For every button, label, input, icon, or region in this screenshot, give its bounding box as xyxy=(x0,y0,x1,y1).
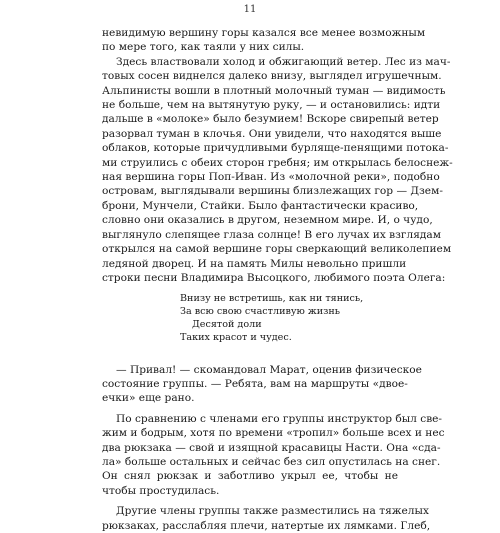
text-line: словно они оказались в другом, неземном мире. И, о чудо, xyxy=(102,214,433,227)
paragraph xyxy=(102,504,431,533)
text-line: ечки» еще рано. xyxy=(102,392,195,405)
text-line: по мере того, как таяли у них силы. xyxy=(102,41,305,54)
text-line: По сравнению с членами его группы инструктор был све- xyxy=(116,412,443,425)
text-line: дальше в «молоке» было безумием! Вскоре свирепый ветер xyxy=(102,113,439,126)
paragraph xyxy=(102,412,445,498)
text-line: открылся на самой вершине горы сверкающий великолепием xyxy=(102,243,452,256)
poem-quote xyxy=(180,293,398,344)
text-line: не больше, чем на вытянутую руку, — и остановились: идти xyxy=(102,99,441,112)
text-line: разорвал туман в клочья. Они увидели, что находятся выше xyxy=(102,127,442,140)
text-line: ми струились с обеих сторон гребня; им открылась белоснеж- xyxy=(102,156,453,169)
paragraph xyxy=(102,26,426,55)
text-line: два рюкзака — свой и изящной красавицы Насти. Она «сда- xyxy=(102,441,441,454)
paragraph xyxy=(102,55,453,286)
text-line: выглянуло слепящее глаза солнце! В его лучах их взглядам xyxy=(102,228,441,241)
text-line: состояние группы. — Ребята, вам на маршруты «двое- xyxy=(102,377,408,390)
page-number: 11 xyxy=(243,4,257,15)
text-line: рюкзаках, расслабляя плечи, натертые их лямками. Глеб, xyxy=(102,519,431,532)
text-line: Он снял рюкзак и заботливо укрыл ее, чтобы не xyxy=(102,470,398,483)
spacer xyxy=(102,345,398,363)
paragraph xyxy=(102,363,422,406)
text-line: Альпинисты вошли в плотный молочный туман — видимость xyxy=(102,84,446,97)
text-line: жим и бодрым, хотя по времени «тропил» больше всех и нес xyxy=(102,427,445,440)
text-line: ная вершина горы Поп-Иван. Из «молочной реки», подобно xyxy=(102,171,440,184)
poem-line: Десятой доли xyxy=(192,318,262,330)
text-line: Здесь властвовали холод и обжигающий ветер. Лес из мач- xyxy=(116,55,451,68)
text-line: облаков, которые причудливыми бурляще-пенящими потока- xyxy=(102,142,449,155)
poem-line: За всю свою счастливую жизнь xyxy=(180,306,340,318)
text-line: Другие члены группы также разместились на тяжелых xyxy=(116,505,429,518)
text-line: — Привал! — скомандовал Марат, оценив физическое xyxy=(116,363,422,376)
text-line: брони, Мунчели, Стайки. Было фантастически красиво, xyxy=(102,199,419,212)
poem-line: Таких красот и чудес. xyxy=(180,331,292,343)
poem-line: Внизу не встретишь, как ни тянись, xyxy=(180,293,364,305)
text-line: товых сосен виднелся далеко внизу, выглядел игрушечным. xyxy=(102,70,442,83)
text-line: невидимую вершину горы казался все менее возможным xyxy=(102,27,426,39)
text-line: ла» больше остальных и сейчас без сил опустилась на снег. xyxy=(102,455,441,468)
text-line: чтобы простудилась. xyxy=(102,484,220,497)
text-line: строки песни Владимира Высоцкого, любимого поэта Олега: xyxy=(102,271,446,284)
body-text xyxy=(102,26,453,533)
text-line: ледяной дворец. И на память Милы невольно пришли xyxy=(102,257,407,270)
text-line: островам, выглядывали вершины близлежащих гор — Дзем- xyxy=(102,185,443,198)
